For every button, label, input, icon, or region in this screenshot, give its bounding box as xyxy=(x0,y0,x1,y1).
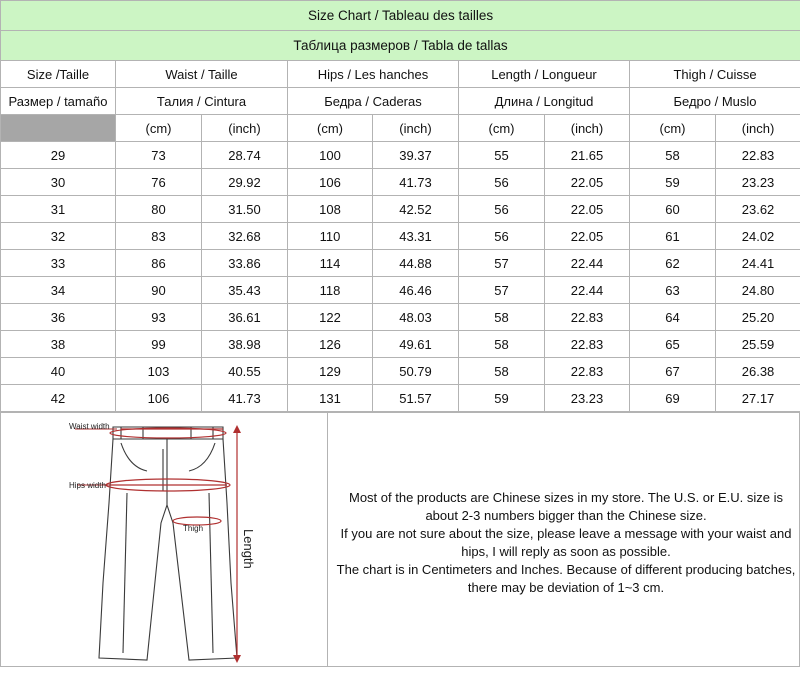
measurement-cell: 41.73 xyxy=(373,169,459,196)
size-cell: 33 xyxy=(1,250,116,277)
shaded-corner-cell xyxy=(1,115,116,142)
measurement-cell: 38.98 xyxy=(202,331,288,358)
units-row xyxy=(1,115,800,142)
table-row xyxy=(1,169,800,196)
measurement-cell: 58 xyxy=(459,304,545,331)
measurement-cell: 126 xyxy=(288,331,373,358)
measurement-cell: 24.41 xyxy=(716,250,800,277)
unit-cell: (cm) xyxy=(288,115,373,142)
measurement-cell: 59 xyxy=(459,385,545,412)
size-cell: 31 xyxy=(1,196,116,223)
measurement-cell: 21.65 xyxy=(545,142,630,169)
waist-header: Waist / Taille xyxy=(116,61,288,88)
info-panel xyxy=(0,412,800,667)
measurement-cell: 63 xyxy=(630,277,716,304)
measurement-cell: 22.83 xyxy=(716,142,800,169)
measurement-cell: 110 xyxy=(288,223,373,250)
size-header: Size /Taille xyxy=(1,61,116,88)
note-paragraph: The chart is in Centimeters and Inches. Because of different producing batches, there may be deviation of 1~3 cm. xyxy=(334,561,798,597)
measurement-cell: 51.57 xyxy=(373,385,459,412)
size-cell: 34 xyxy=(1,277,116,304)
table-row xyxy=(1,358,800,385)
measurement-cell: 80 xyxy=(116,196,202,223)
measurement-cell: 58 xyxy=(459,331,545,358)
measurement-cell: 57 xyxy=(459,250,545,277)
measurement-cell: 26.38 xyxy=(716,358,800,385)
measurement-cell: 44.88 xyxy=(373,250,459,277)
size-cell: 32 xyxy=(1,223,116,250)
table-row xyxy=(1,223,800,250)
hips-header-translated: Бедра / Caderas xyxy=(288,88,459,115)
size-cell: 29 xyxy=(1,142,116,169)
measurement-cell: 31.50 xyxy=(202,196,288,223)
measurement-cell: 106 xyxy=(288,169,373,196)
measurement-cell: 35.43 xyxy=(202,277,288,304)
measurement-cell: 36.61 xyxy=(202,304,288,331)
measurement-cell: 39.37 xyxy=(373,142,459,169)
measurement-cell: 46.46 xyxy=(373,277,459,304)
pants-measurement-diagram xyxy=(1,413,327,668)
unit-cell: (cm) xyxy=(459,115,545,142)
measurement-cell: 67 xyxy=(630,358,716,385)
measurement-cell: 59 xyxy=(630,169,716,196)
measurement-cell: 48.03 xyxy=(373,304,459,331)
size-cell: 38 xyxy=(1,331,116,358)
size-cell: 40 xyxy=(1,358,116,385)
unit-cell: (cm) xyxy=(630,115,716,142)
panel-divider xyxy=(327,413,328,666)
thigh-header: Thigh / Cuisse xyxy=(630,61,800,88)
measurement-cell: 32.68 xyxy=(202,223,288,250)
size-note xyxy=(334,489,798,597)
table-row xyxy=(1,304,800,331)
hips-header: Hips / Les hanches xyxy=(288,61,459,88)
measurement-cell: 93 xyxy=(116,304,202,331)
unit-cell: (cm) xyxy=(116,115,202,142)
measurement-cell: 103 xyxy=(116,358,202,385)
measurement-cell: 33.86 xyxy=(202,250,288,277)
measurement-cell: 122 xyxy=(288,304,373,331)
unit-cell: (inch) xyxy=(716,115,800,142)
measurement-cell: 22.05 xyxy=(545,223,630,250)
measurement-cell: 118 xyxy=(288,277,373,304)
pants-illustration xyxy=(1,413,327,668)
measurement-cell: 24.02 xyxy=(716,223,800,250)
measurement-cell: 62 xyxy=(630,250,716,277)
measurement-cell: 56 xyxy=(459,169,545,196)
measurement-cell: 41.73 xyxy=(202,385,288,412)
size-header-translated: Размер / tamaño xyxy=(1,88,116,115)
measurement-cell: 114 xyxy=(288,250,373,277)
measurement-cell: 90 xyxy=(116,277,202,304)
measurement-cell: 40.55 xyxy=(202,358,288,385)
measurement-cell: 55 xyxy=(459,142,545,169)
measurement-cell: 50.79 xyxy=(373,358,459,385)
size-cell: 30 xyxy=(1,169,116,196)
measurement-cell: 23.62 xyxy=(716,196,800,223)
waist-header-translated: Талия / Cintura xyxy=(116,88,288,115)
hips-width-label: Hips width xyxy=(69,481,106,490)
measurement-cell: 69 xyxy=(630,385,716,412)
unit-cell: (inch) xyxy=(545,115,630,142)
measurement-cell: 23.23 xyxy=(545,385,630,412)
measurement-cell: 108 xyxy=(288,196,373,223)
measurement-cell: 22.05 xyxy=(545,169,630,196)
measurement-cell: 25.20 xyxy=(716,304,800,331)
measurement-cell: 29.92 xyxy=(202,169,288,196)
table-row xyxy=(1,142,800,169)
table-row xyxy=(1,385,800,412)
measurement-cell: 23.23 xyxy=(716,169,800,196)
measurement-cell: 131 xyxy=(288,385,373,412)
measurement-cell: 28.74 xyxy=(202,142,288,169)
table-row xyxy=(1,196,800,223)
measurement-cell: 61 xyxy=(630,223,716,250)
measurement-cell: 100 xyxy=(288,142,373,169)
header-row-1 xyxy=(1,61,800,88)
chart-title-line1: Size Chart / Tableau des tailles xyxy=(1,1,800,31)
measurement-cell: 83 xyxy=(116,223,202,250)
measurement-cell: 58 xyxy=(630,142,716,169)
table-row xyxy=(1,250,800,277)
measurement-cell: 58 xyxy=(459,358,545,385)
unit-cell: (inch) xyxy=(202,115,288,142)
pants-outline xyxy=(99,427,237,660)
measurement-cell: 76 xyxy=(116,169,202,196)
note-paragraph: Most of the products are Chinese sizes in my store. The U.S. or E.U. size is about 2-3 numbers bigger than the Chinese size. xyxy=(334,489,798,525)
measurement-cell: 64 xyxy=(630,304,716,331)
measurement-cell: 56 xyxy=(459,223,545,250)
measurement-cell: 22.44 xyxy=(545,250,630,277)
measurement-cell: 73 xyxy=(116,142,202,169)
measurement-cell: 43.31 xyxy=(373,223,459,250)
note-paragraph: If you are not sure about the size, please leave a message with your waist and hips, I will reply as soon as possible. xyxy=(334,525,798,561)
measurement-cell: 56 xyxy=(459,196,545,223)
measurement-cell: 65 xyxy=(630,331,716,358)
measurement-cell: 24.80 xyxy=(716,277,800,304)
measurement-cell: 22.83 xyxy=(545,358,630,385)
unit-cell: (inch) xyxy=(373,115,459,142)
table-row xyxy=(1,277,800,304)
measurement-cell: 22.83 xyxy=(545,304,630,331)
thigh-label: Thigh xyxy=(183,524,203,533)
measurement-cell: 106 xyxy=(116,385,202,412)
length-header: Length / Longueur xyxy=(459,61,630,88)
measurement-cell: 57 xyxy=(459,277,545,304)
header-row-2 xyxy=(1,88,800,115)
length-header-translated: Длина / Longitud xyxy=(459,88,630,115)
measurement-cell: 22.83 xyxy=(545,331,630,358)
table-row xyxy=(1,331,800,358)
thigh-header-translated: Бедро / Muslo xyxy=(630,88,800,115)
measurement-cell: 60 xyxy=(630,196,716,223)
measurement-cell: 99 xyxy=(116,331,202,358)
waist-width-label: Waist width xyxy=(69,422,110,431)
size-cell: 36 xyxy=(1,304,116,331)
measurement-cell: 86 xyxy=(116,250,202,277)
size-cell: 42 xyxy=(1,385,116,412)
measurement-cell: 22.05 xyxy=(545,196,630,223)
measurement-cell: 129 xyxy=(288,358,373,385)
measurement-cell: 25.59 xyxy=(716,331,800,358)
chart-title-line2: Таблица размеров / Tabla de tallas xyxy=(1,31,800,61)
measurement-cell: 49.61 xyxy=(373,331,459,358)
measurement-cell: 42.52 xyxy=(373,196,459,223)
length-label: Length xyxy=(241,529,256,569)
measurement-cell: 22.44 xyxy=(545,277,630,304)
measurement-cell: 27.17 xyxy=(716,385,800,412)
